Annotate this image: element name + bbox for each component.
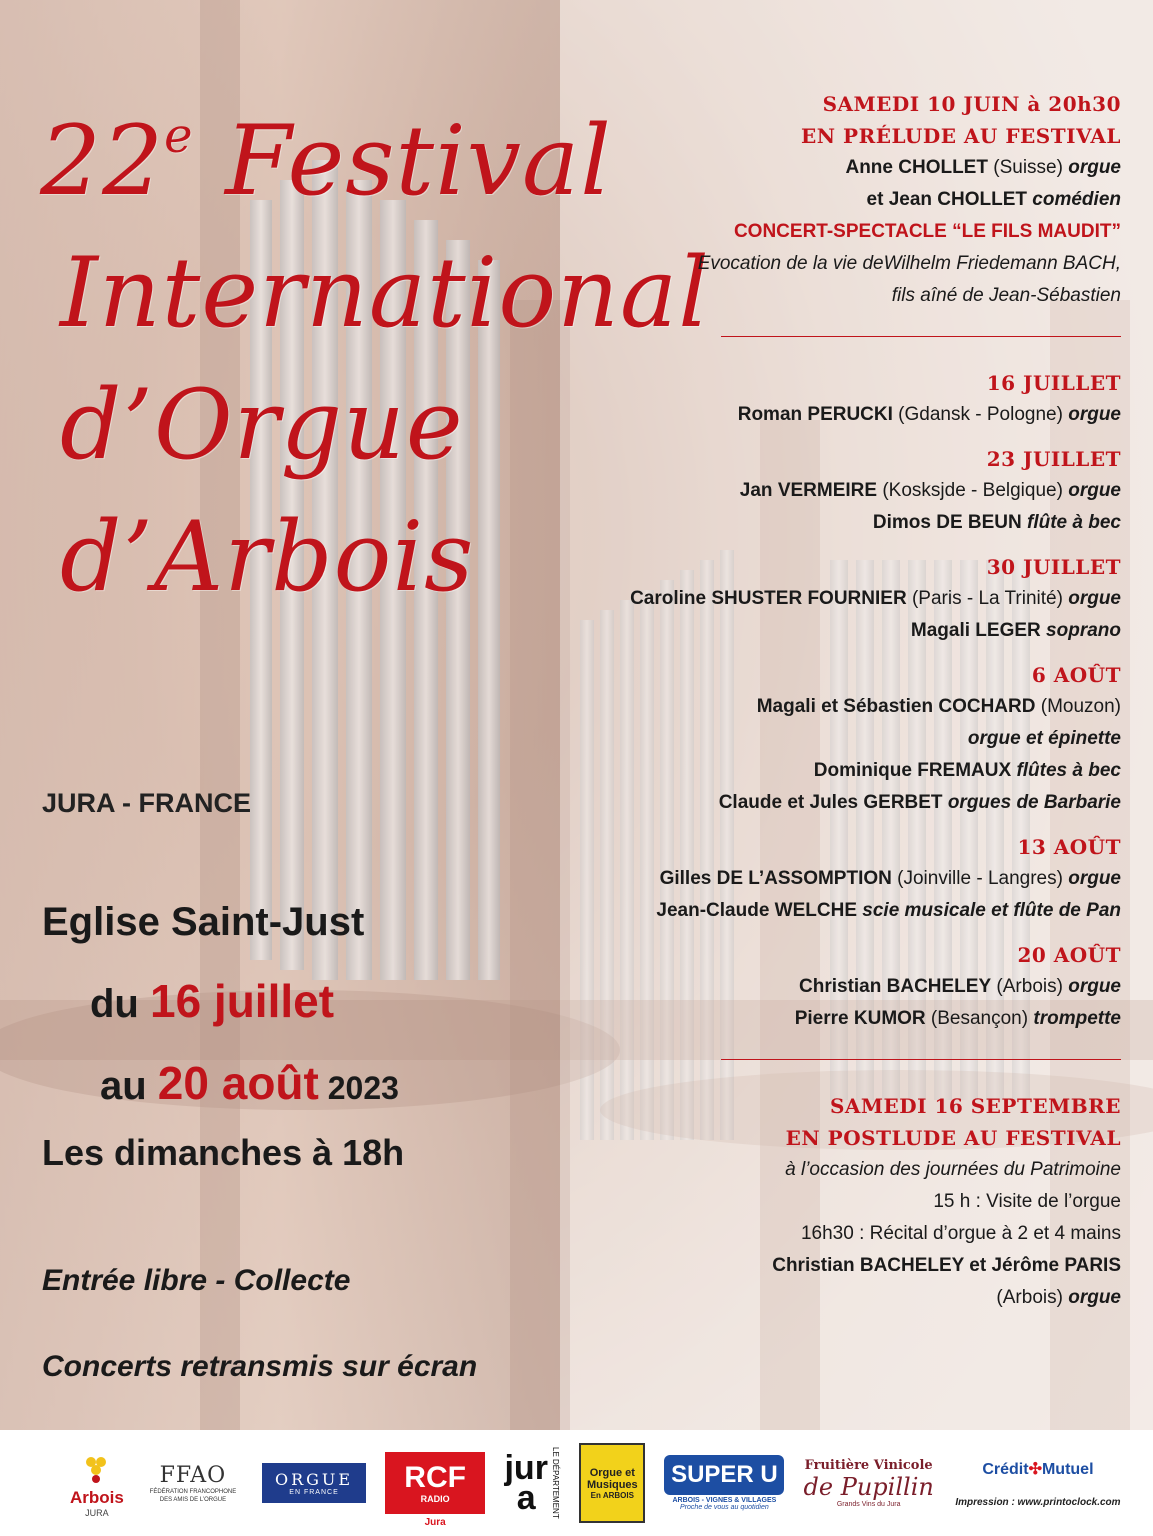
prelude-subtitle: EN PRÉLUDE AU FESTIVAL — [801, 124, 1121, 148]
year: 2023 — [318, 1070, 399, 1106]
postlude-origin: (Arbois) orgue — [996, 1287, 1121, 1308]
title-line-1: 22e Festival — [40, 105, 612, 217]
concert-performer: Jan VERMEIRE (Kosksjde - Belgique) orgue — [739, 480, 1121, 501]
concert-block — [561, 443, 1121, 539]
postlude-date: SAMEDI 16 SEPTEMBRE — [829, 1094, 1121, 1118]
orgue-et-musiques-logo: Orgue et Musiques En ARBOIS — [579, 1443, 645, 1523]
title-line-2: International — [60, 237, 710, 349]
concert-date: 6 AOÛT — [1031, 663, 1121, 687]
arbois-logo: Arbois JURA — [70, 1448, 124, 1518]
prelude-date: SAMEDI 10 JUIN à 20h30 — [822, 92, 1121, 116]
concert-performer: Claude et Jules GERBET orgues de Barbarie — [718, 792, 1121, 813]
program-list — [561, 88, 1121, 1326]
start-date-line: du 16 juillet — [90, 975, 335, 1027]
orgue-en-france-logo: ORGUE EN FRANCE — [262, 1463, 366, 1503]
screen-label: Concerts retransmis sur écran — [42, 1350, 478, 1383]
sponsor-logos — [0, 1430, 1153, 1536]
prelude-desc-2: fils aîné de Jean-Sébastien — [891, 285, 1121, 306]
prelude-desc-1: Evocation de la vie deWilhelm Friedemann BACH, — [697, 253, 1121, 274]
concert-performer: Jean-Claude WELCHE scie musicale et flûte de Pan — [656, 900, 1121, 921]
concert-performer: Pierre KUMOR (Besançon) trompette — [794, 1008, 1121, 1029]
postlude-names: Christian BACHELEY et Jérôme PARIS — [772, 1255, 1121, 1276]
title-line-4: d’Arbois — [60, 501, 475, 613]
super-u-logo: SUPER U ARBOIS - VIGNES & VILLAGES Proche de vous au quotidien — [664, 1455, 784, 1511]
concert-block — [561, 831, 1121, 927]
rcf-radio-logo: RCF RADIO Jura — [385, 1452, 485, 1514]
concert-block — [561, 367, 1121, 431]
separator — [721, 336, 1121, 337]
concert-performer: Dimos DE BEUN flûte à bec — [872, 512, 1121, 533]
concert-block — [561, 939, 1121, 1035]
printer-credit: Impression : www.printoclock.com — [955, 1496, 1121, 1508]
prelude-performer-1: Anne CHOLLET (Suisse) orgue — [845, 157, 1121, 178]
prelude-show: CONCERT-SPECTACLE “LE FILS MAUDIT” — [733, 221, 1121, 242]
concert-performer: Christian BACHELEY (Arbois) orgue — [799, 976, 1121, 997]
entry-label: Entrée libre - Collecte — [42, 1264, 351, 1297]
grape-icon — [77, 1448, 117, 1488]
concert-date: 20 AOÛT — [1017, 943, 1121, 967]
concert-date: 16 JUILLET — [986, 371, 1121, 395]
postlude-occasion: à l’occasion des journées du Patrimoine — [785, 1159, 1121, 1180]
postlude-block — [561, 1090, 1121, 1314]
concert-date: 30 JUILLET — [986, 555, 1121, 579]
festival-title — [32, 70, 710, 623]
concert-block — [561, 659, 1121, 819]
end-date: 20 août — [157, 1057, 319, 1109]
concert-performer: Magali et Sébastien COCHARD (Mouzon) — [756, 696, 1121, 717]
concert-performer: Caroline SHUSTER FOURNIER (Paris - La Trinité) orgue — [630, 588, 1121, 609]
region-label: JURA - FRANCE — [42, 788, 251, 818]
postlude-recital: 16h30 : Récital d’orgue à 2 et 4 mains — [800, 1223, 1121, 1244]
venue-label: Eglise Saint-Just — [42, 900, 365, 944]
concert-date: 13 AOÛT — [1017, 835, 1121, 859]
fruitiere-pupillin-logo: Fruitière Vinicole de Pupillin Grands Vins du Jura — [803, 1457, 934, 1508]
prelude-performer-2: et Jean CHOLLET comédien — [866, 189, 1121, 210]
concert-performer: Dominique FREMAUX flûtes à bec — [813, 760, 1121, 781]
schedule-label: Les dimanches à 18h — [42, 1132, 405, 1173]
concert-performer: Magali LEGER soprano — [910, 620, 1121, 641]
title-superscript: e — [164, 108, 194, 164]
jura-departement-logo: jura LE DÉPARTEMENT — [504, 1447, 561, 1519]
concert-performer: Roman PERUCKI (Gdansk - Pologne) orgue — [737, 404, 1121, 425]
concert-block — [561, 551, 1121, 647]
ffao-logo: FFAO FÉDÉRATION FRANCOPHONE DES AMIS DE L’ORGUE — [149, 1462, 237, 1503]
start-date: 16 juillet — [149, 975, 335, 1027]
prelude-block — [561, 88, 1121, 312]
postlude-visit: 15 h : Visite de l’orgue — [933, 1191, 1121, 1212]
end-date-line: au 20 août 2023 — [100, 1057, 399, 1109]
postlude-subtitle: EN POSTLUDE AU FESTIVAL — [785, 1126, 1121, 1150]
concert-performer: Gilles DE L’ASSOMPTION (Joinville - Langres) orgue — [659, 868, 1121, 889]
separator — [721, 1059, 1121, 1060]
credit-mutuel-logo: Crédit✣Mutuel Impression : www.printoclock.com — [955, 1460, 1121, 1508]
concert-role: orgue et épinette — [967, 728, 1121, 749]
title-line-3: d’Orgue — [60, 369, 464, 481]
concert-date: 23 JUILLET — [986, 447, 1121, 471]
credit-mutuel-icon: ✣ — [1028, 1460, 1042, 1478]
